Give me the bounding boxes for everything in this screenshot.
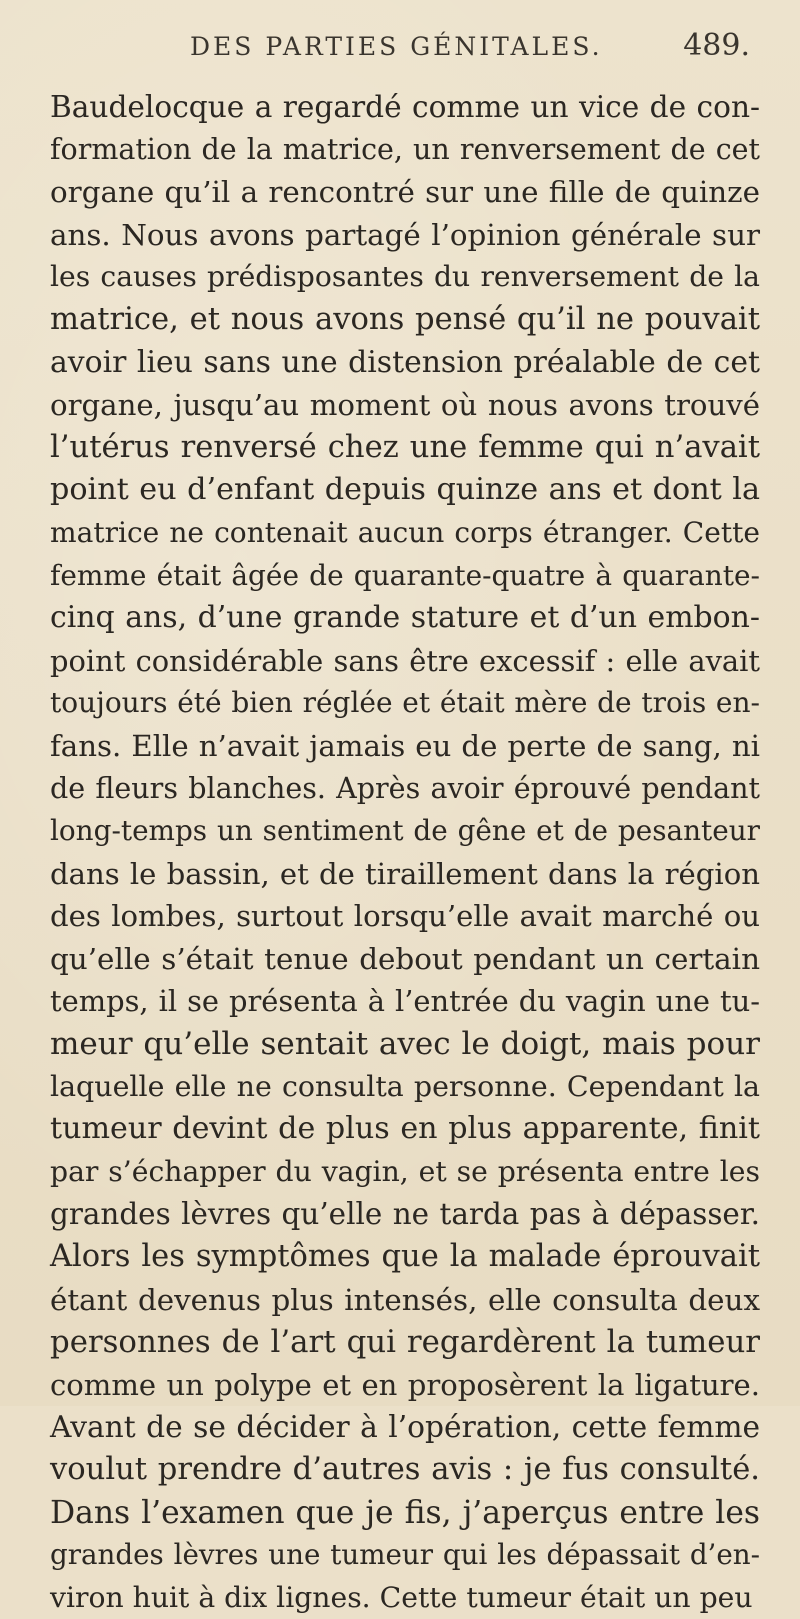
text-line: viron huit à dix lignes. Cette tumeur était un peu (50, 1580, 753, 1614)
text-line: les causes prédisposantes du renversement de la (50, 260, 760, 294)
text-line: grandes lèvres une tumeur qui les dépassait d’en- (50, 1538, 760, 1572)
text-line: Baudelocque a regardé comme un vice de con- (50, 90, 760, 124)
text-line: matrice ne contenait aucun corps étranger. Cette (50, 515, 760, 549)
text-line: cinq ans, d’une grande stature et d’un embon- (50, 600, 760, 636)
text-line: formation de la matrice, un renversement de cet (50, 132, 760, 166)
text-line: étant devenus plus intensés, elle consulta deux (50, 1282, 760, 1317)
text-line: toujours été bien réglée et était mère de trois en- (50, 686, 760, 720)
page-number: 489. (683, 28, 750, 63)
text-line: laquelle elle ne consulta personne. Cependant la (50, 1069, 760, 1103)
text-line: l’utérus renversé chez une femme qui n’avait (50, 429, 760, 465)
text-line: organe qu’il a rencontré sur une fille de quinze (50, 175, 760, 210)
text-line: Avant de se décider à l’opération, cette femme (50, 1409, 760, 1445)
text-line: point considérable sans être excessif : elle avait (50, 643, 760, 678)
text-line: ans. Nous avons partagé l’opinion générale sur (50, 217, 760, 252)
text-line: voulut prendre d’autres avis : je fus consulté. (50, 1452, 760, 1487)
text-line: matrice, et nous avons pensé qu’il ne pouvait (50, 301, 760, 337)
body-text (50, 86, 760, 1619)
text-line: par s’échapper du vagin, et se présenta entre les (50, 1154, 760, 1188)
text-line: temps, il se présenta à l’entrée du vagin une tu- (50, 984, 760, 1019)
text-line: organe, jusqu’au moment où nous avons trouvé (50, 388, 760, 423)
text-line: avoir lieu sans une distension préalable de cet (50, 344, 760, 380)
text-line: dans le bassin, et de tiraillement dans la région (50, 856, 760, 891)
text-line: personnes de l’art qui regardèrent la tumeur (50, 1324, 760, 1361)
text-line: de fleurs blanches. Après avoir éprouvé pendant (50, 771, 760, 805)
text-line: Alors les symptômes que la malade éprouvait (50, 1239, 760, 1275)
text-line: fans. Elle n’avait jamais eu de perte de sang, ni (50, 728, 760, 763)
text-line: Dans l’examen que je fis, j’aperçus entre les (50, 1494, 760, 1531)
text-line: point eu d’enfant depuis quinze ans et dont la (50, 472, 760, 508)
text-line: qu’elle s’était tenue debout pendant un certain (50, 941, 760, 976)
running-head: DES PARTIES GÉNITALES. (190, 32, 603, 61)
text-line: long-temps un sentiment de gêne et de pesanteur (50, 814, 760, 848)
text-line: des lombes, surtout lorsqu’elle avait marché ou (50, 899, 760, 934)
page-header (50, 12, 760, 82)
text-line: comme un polype et en proposèrent la ligature. (50, 1367, 760, 1402)
text-line: grandes lèvres qu’elle ne tarda pas à dépasser. (50, 1197, 760, 1232)
text-line: tumeur devint de plus en plus apparente, finit (50, 1111, 760, 1147)
text-line: meur qu’elle sentait avec le doigt, mais pour (50, 1026, 760, 1063)
text-line: femme était âgée de quarante-quatre à quarante- (50, 558, 760, 592)
